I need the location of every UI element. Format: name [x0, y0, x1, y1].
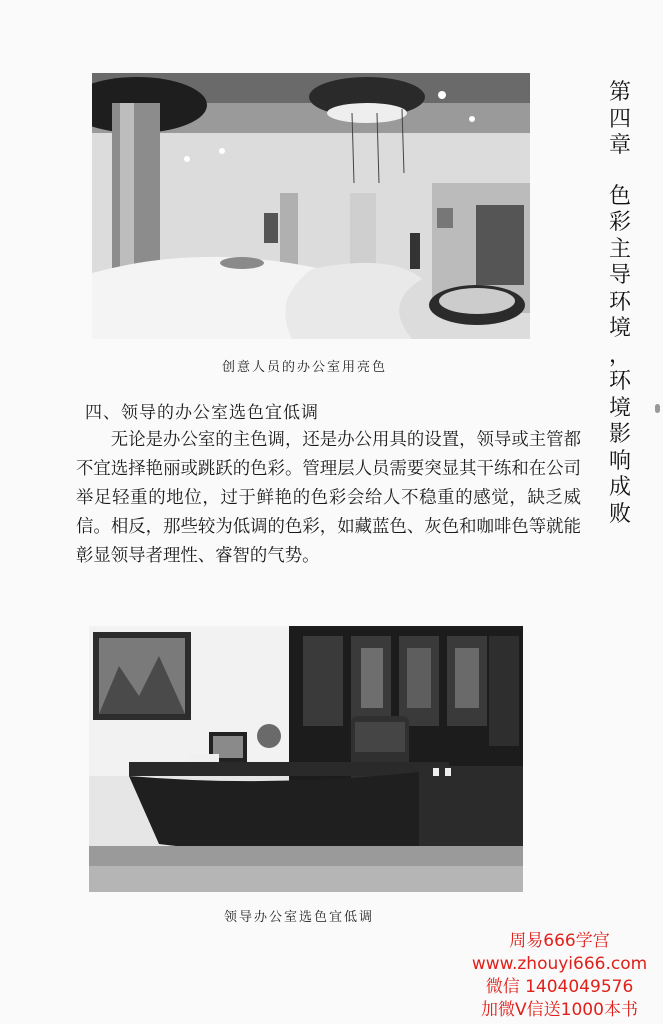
section-heading: 四、领导的办公室选色宜低调 — [85, 403, 319, 423]
watermark-line4: 加微V信送1000本书 — [481, 1000, 638, 1020]
chapter-label: 第 四 章 — [608, 80, 631, 158]
chapter-title-part1: 色 彩 主 导 环 境 ， — [608, 183, 631, 368]
chapter-running-title — [602, 80, 638, 528]
body-paragraph: 无论是办公室的主色调，还是办公用具的设置，领导或主管都不宜选择艳丽或跳跃的色彩。管理层人员需要突显其干练和在公司举足轻重的地位，过于鲜艳的色彩会给人不稳重的感觉，缺乏威信。相反，那些较为低调的色彩，如藏蓝色、灰色和咖啡色等就能彰显领导者理性、睿智的气势。 — [76, 430, 581, 566]
watermark-line2: www.zhouyi666.com — [471, 954, 648, 974]
page-edge-mark — [655, 404, 660, 413]
watermark-line3: 微信 1404049576 — [485, 977, 634, 997]
photo-caption-executive-office: 领导办公室选色宜低调 — [224, 910, 375, 925]
executive-office-photo — [89, 626, 523, 892]
photo-caption-creative-office: 创意人员的办公室用亮色 — [222, 360, 388, 375]
chapter-title-part2: 环 境 影 响 成 败 — [608, 369, 631, 527]
creative-office-photo — [92, 73, 530, 339]
watermark — [456, 930, 663, 1022]
watermark-line1: 周易666学宫 — [509, 931, 610, 951]
